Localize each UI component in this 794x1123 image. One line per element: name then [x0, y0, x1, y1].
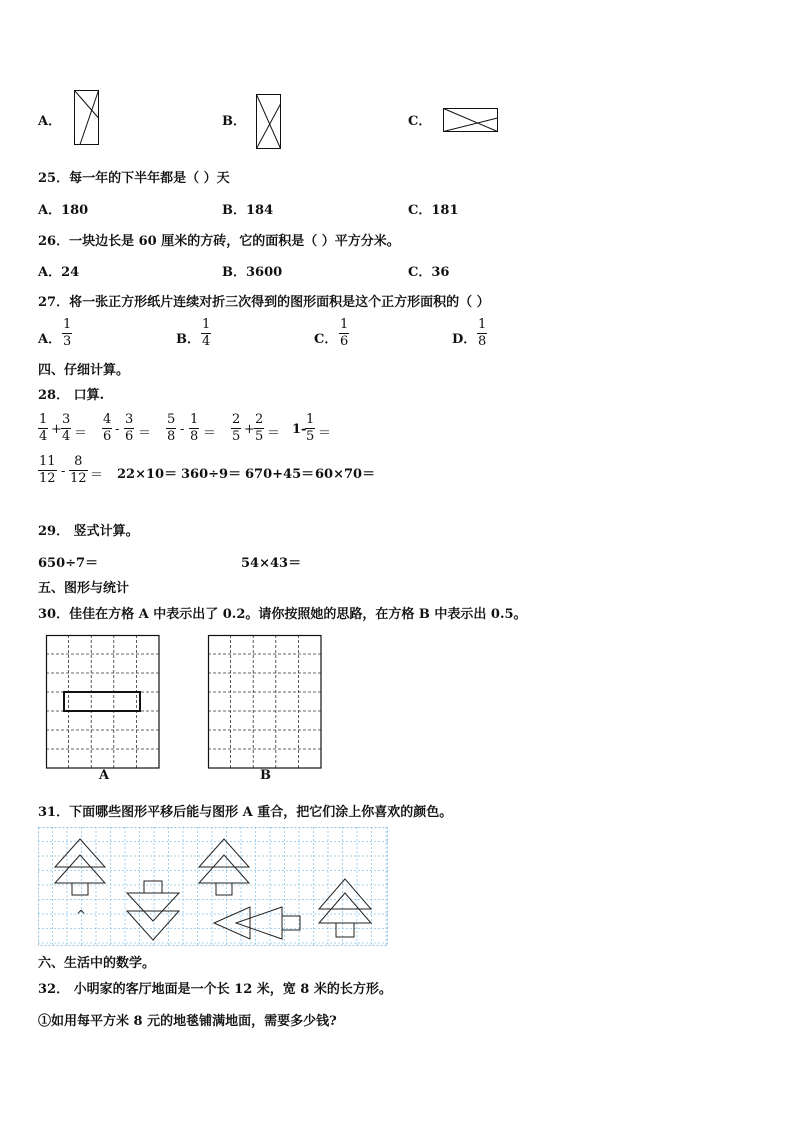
q25-option-c: C．181: [408, 203, 459, 218]
q32-sub1: ①如用每平方米 8 元的地毯铺满地面，需要多少钱?: [38, 1014, 337, 1029]
q30-grid-b: [208, 635, 322, 769]
q27-option-d-label: D．: [452, 332, 477, 347]
q26-option-c: C．36: [408, 265, 450, 280]
q28-expr4-frac-b: $\frac{2}{5}$: [255, 412, 264, 444]
q31-translation-grid: [38, 827, 388, 947]
section-5-title: 五、图形与统计: [38, 581, 130, 596]
q30-grid-a: [46, 635, 160, 769]
q29-item-2: 54×43＝: [241, 556, 302, 571]
q28-expr6-eq: ＝: [90, 468, 104, 483]
q28-expr8: 360÷9＝: [181, 467, 242, 482]
q28-expr3-frac-a: $\frac{5}{8}$: [167, 412, 176, 444]
q30-grid-a-label: A: [99, 768, 110, 783]
q28-expr1-eq: ＝: [74, 426, 88, 441]
q28-expr6-frac-b: $\frac{8}{12}$: [70, 454, 87, 486]
q27-option-a-label: A．: [38, 332, 62, 347]
q28-expr4-frac-a: $\frac{2}{5}$: [232, 412, 241, 444]
q28-expr1-op: +: [51, 422, 62, 437]
q25-option-a: A．180: [38, 203, 89, 218]
q28-expr6-frac-a: $\frac{11}{12}$: [39, 454, 56, 486]
q24-figure-a: [74, 90, 100, 146]
q28-expr3-op: -: [180, 422, 185, 437]
q27-option-b-fraction: $\frac{1}{4}$: [202, 317, 211, 349]
q26-question: 26．一块边长是 60 厘米的方砖，它的面积是（ ）平方分米。: [38, 234, 400, 249]
q31-shape-tree-copy: [199, 839, 249, 895]
q27-option-d-fraction: $\frac{1}{8}$: [478, 317, 487, 349]
q28-expr9: 670+45＝: [245, 467, 315, 482]
q28-expr1-frac-a: $\frac{1}{4}$: [39, 412, 48, 444]
q28-expr2-eq: ＝: [138, 426, 152, 441]
q30-question: 30．佳佳在方格 A 中表示出了 0.2。请你按照她的思路，在方格 B 中表示出 0.5。: [38, 607, 527, 622]
q26-option-b: B．3600: [222, 265, 283, 280]
q28-expr10: 60×70＝: [315, 467, 376, 482]
q28-expr6-op: -: [61, 464, 66, 479]
q28-expr2-op: -: [115, 422, 120, 437]
q28-expr2-frac-a: $\frac{4}{6}$: [103, 412, 112, 444]
q28-expr7: 22×10＝: [117, 467, 178, 482]
q24-figure-b: [256, 94, 282, 150]
q25-question: 25．每一年的下半年都是（ ）天: [38, 171, 230, 186]
q28-expr5-frac: $\frac{1}{5}$: [306, 412, 315, 444]
q27-option-a-fraction: $\frac{1}{3}$: [63, 317, 72, 349]
q31-shape-inverted-tree: [127, 881, 179, 940]
q28-expr5-eq: ＝: [318, 426, 332, 441]
q24-option-c-label: C．: [408, 114, 432, 129]
q28-expr4-eq: ＝: [267, 426, 281, 441]
q27-option-c-label: C．: [314, 332, 338, 347]
q28-expr5-lead: 1-: [292, 422, 307, 437]
section-6-title: 六、生活中的数学。: [38, 956, 156, 971]
q25-option-b: B．184: [222, 203, 274, 218]
q24-option-b-label: B．: [222, 114, 246, 129]
q28-expr4-op: +: [244, 422, 255, 437]
q28-expr2-frac-b: $\frac{3}{6}$: [125, 412, 134, 444]
q30-grid-b-label: B: [260, 768, 271, 783]
q29-question: 29． 竖式计算。: [38, 524, 139, 539]
q31-figure-a-mark: ^: [76, 908, 87, 922]
q31-question: 31．下面哪些图形平移后能与图形 A 重合，把它们涂上你喜欢的颜色。: [38, 805, 453, 820]
q24-figure-c: [443, 108, 499, 134]
q28-expr1-frac-b: $\frac{3}{4}$: [62, 412, 71, 444]
q29-item-1: 650÷7＝: [38, 556, 99, 571]
q28-expr3-frac-b: $\frac{1}{8}$: [190, 412, 199, 444]
q28-expr3-eq: ＝: [203, 426, 217, 441]
q27-option-c-fraction: $\frac{1}{6}$: [340, 317, 349, 349]
q27-question: 27．将一张正方形纸片连续对折三次得到的图形面积是这个正方形面积的（ ）: [38, 295, 490, 310]
q31-figure-a-tree: [55, 839, 105, 895]
q24-option-a-label: A．: [38, 114, 62, 129]
q26-option-a: A．24: [38, 265, 80, 280]
section-4-title: 四、仔细计算。: [38, 363, 130, 378]
q27-option-b-label: B．: [176, 332, 200, 347]
q32-question: 32． 小明家的客厅地面是一个长 12 米，宽 8 米的长方形。: [38, 982, 392, 997]
q28-question: 28． 口算.: [38, 388, 105, 403]
